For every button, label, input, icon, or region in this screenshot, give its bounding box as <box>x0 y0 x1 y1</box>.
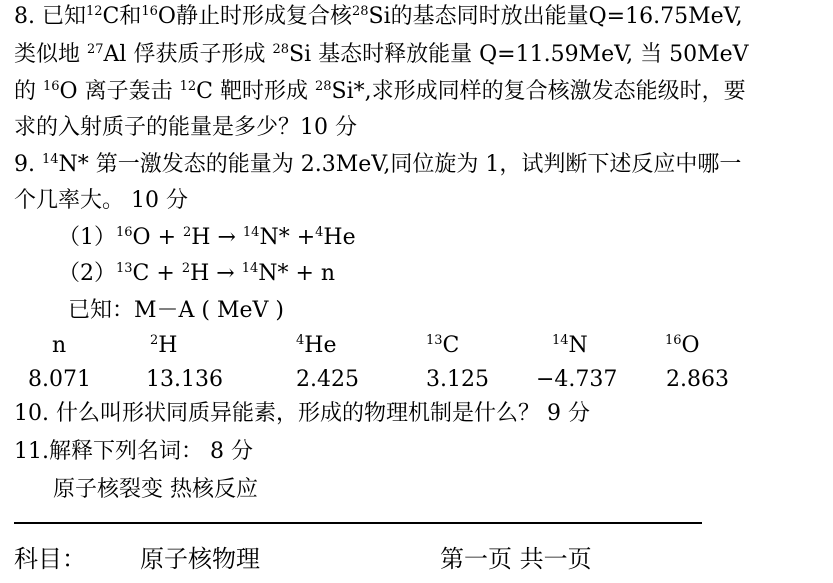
text: （2） <box>58 261 116 286</box>
known-data-label: 已知：M－A ( MeV ) <box>68 298 284 323</box>
superscript: 2 <box>150 333 159 348</box>
superscript: 16 <box>43 79 60 94</box>
footer-subject: 原子核物理 <box>140 545 260 573</box>
text: H <box>158 333 178 358</box>
footer-subject-label: 科目： <box>14 545 86 573</box>
text: O静止时形成复合核 <box>157 4 352 29</box>
text: C <box>442 333 460 358</box>
superscript: 4 <box>296 333 305 348</box>
text: N* 第一激发态的能量为 2.3MeV,同位旋为 1，试判断下述反应中哪一 <box>58 152 742 177</box>
table-value-c13: 3.125 <box>426 367 489 392</box>
superscript: 16 <box>665 333 682 348</box>
table-value-o16: 2.863 <box>666 367 729 392</box>
reaction-1 <box>58 223 356 253</box>
superscript: 4 <box>315 225 324 240</box>
text: O 离子轰击 <box>59 79 180 104</box>
text: H → <box>191 225 243 250</box>
superscript: 16 <box>116 225 133 240</box>
superscript: 14 <box>552 333 569 348</box>
superscript: 28 <box>272 42 290 57</box>
text: C + <box>132 261 182 286</box>
text: He <box>323 225 356 250</box>
table-header-c13 <box>426 331 459 361</box>
text: N <box>568 333 588 358</box>
footer-divider <box>14 522 702 524</box>
text: Si*,求形成同样的复合核激发态能级时，要 <box>331 79 746 104</box>
text: He <box>304 333 337 358</box>
text: O + <box>132 225 184 250</box>
text: C和 <box>102 4 142 29</box>
table-header-h2 <box>150 331 177 361</box>
q9-line-2: 个几率大。 10 分 <box>14 188 188 213</box>
superscript: 27 <box>87 42 104 57</box>
text: Si的基态同时放出能量Q=16.75MeV, <box>368 4 743 29</box>
table-header-he4 <box>296 331 337 361</box>
text: n <box>52 333 67 358</box>
table-header-n14 <box>552 331 588 361</box>
superscript: 2 <box>183 225 192 240</box>
text: 8. 已知 <box>14 4 86 29</box>
q11-line: 11.解释下列名词： 8 分 <box>14 439 253 464</box>
table-value-n14: −4.737 <box>536 367 618 392</box>
superscript: 13 <box>426 333 443 348</box>
superscript: 12 <box>85 4 103 19</box>
superscript: 28 <box>314 79 332 94</box>
q8-line-1 <box>14 2 743 32</box>
superscript: 14 <box>41 152 59 167</box>
reaction-2 <box>58 259 335 289</box>
q8-line-4: 求的入射质子的能量是多少？10 分 <box>14 115 357 140</box>
superscript: 16 <box>141 4 158 19</box>
text: H → <box>190 261 242 286</box>
q11-terms: 原子核裂变 热核反应 <box>53 477 258 502</box>
superscript: 14 <box>241 261 259 276</box>
table-value-h2: 13.136 <box>146 367 223 392</box>
superscript: 28 <box>351 4 369 19</box>
text: 9. <box>14 152 42 177</box>
text: 的 <box>14 79 43 104</box>
text: Si 基态时释放能量 Q=11.59MeV, 当 50MeV <box>289 42 749 67</box>
table-value-he4: 2.425 <box>296 367 359 392</box>
superscript: 14 <box>242 225 260 240</box>
text: N* + <box>259 225 316 250</box>
q10-line: 10. 什么叫形状同质异能素，形成的物理机制是什么？ 9 分 <box>14 401 590 426</box>
q9-line-1 <box>14 150 741 180</box>
superscript: 13 <box>116 261 133 276</box>
text: N* + n <box>258 261 336 286</box>
q8-line-2 <box>14 40 749 70</box>
q8-line-3 <box>14 77 746 107</box>
table-header-o16 <box>665 331 700 361</box>
footer-page-count: 第一页 共一页 <box>440 545 592 573</box>
superscript: 2 <box>181 261 191 276</box>
text: （1） <box>58 225 116 250</box>
superscript: 12 <box>179 79 197 94</box>
text: 类似地 <box>14 42 87 67</box>
text: C 靶时形成 <box>196 79 315 104</box>
text: Al 俘获质子形成 <box>103 42 273 67</box>
text: O <box>681 333 700 358</box>
table-value-n: 8.071 <box>28 367 91 392</box>
table-header-n <box>52 331 66 361</box>
